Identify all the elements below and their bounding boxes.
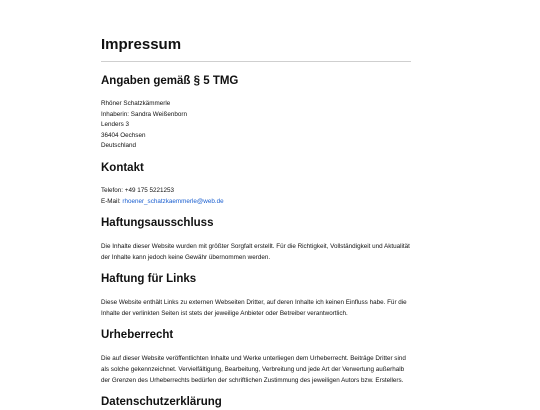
page-title: Impressum [101,36,182,53]
contact-block [101,186,411,207]
kontakt-section [101,161,411,207]
phone-line: Telefon: +49 175 5221253 [101,186,175,194]
urheber-text: Die auf dieser Website veröffentlichten Inhalte und Werke unterliegen dem Urheberrecht. Beiträge Dritter sind als solche gekennzeichnet. Vervielfältigung, Bearbeitung, Verbreitung und jede Art der Verwertung außerhalb der Grenzen des Urheberrechts bedürfen der schriftlichen Zustimmung des jeweiligen Autors bzw. Erstellers. [101,355,406,385]
links-heading: Haftung für Links [101,273,197,286]
email-line [101,197,411,208]
company-name: Rhöner Schatzkämmerle [101,100,171,107]
links-section [101,272,411,319]
tmg-section [101,74,411,152]
impressum-page [101,0,411,410]
datenschutz-section [101,395,411,410]
postal-city: 36404 Oechsen [101,131,146,139]
owner-name: Inhaberin: Sandra Weißenborn [101,110,187,118]
street-address: Lenders 3 [101,121,130,129]
kontakt-heading: Kontakt [101,161,144,174]
urheber-section [101,328,411,386]
tmg-heading: Angaben gemäß § 5 TMG [101,75,239,87]
title-divider [101,61,411,62]
country: Deutschland [101,142,137,150]
haftung-section [101,216,411,263]
datenschutz-heading: Datenschutzerklärung [101,396,222,409]
urheber-heading: Urheberrecht [101,329,174,342]
email-label: E-Mail: [101,197,123,205]
email-link[interactable]: rhoener_schatzkaemmerle@web.de [122,197,224,205]
haftung-text: Die Inhalte dieser Website wurden mit größter Sorgfalt erstellt. Für die Richtigkeit, Vollständigkeit und Aktualität der Inhalte kann jedoch keine Gewähr übernommen werden. [101,243,410,262]
address-block [101,99,411,152]
links-text: Diese Website enthält Links zu externen Webseiten Dritter, auf deren Inhalte ich keinen Einfluss habe. Für die Inhalte der verlinkten Seiten ist stets der jeweilige Anbieter oder Betreiber verantwortlich. [101,299,407,318]
haftung-heading: Haftungsausschluss [101,217,214,230]
